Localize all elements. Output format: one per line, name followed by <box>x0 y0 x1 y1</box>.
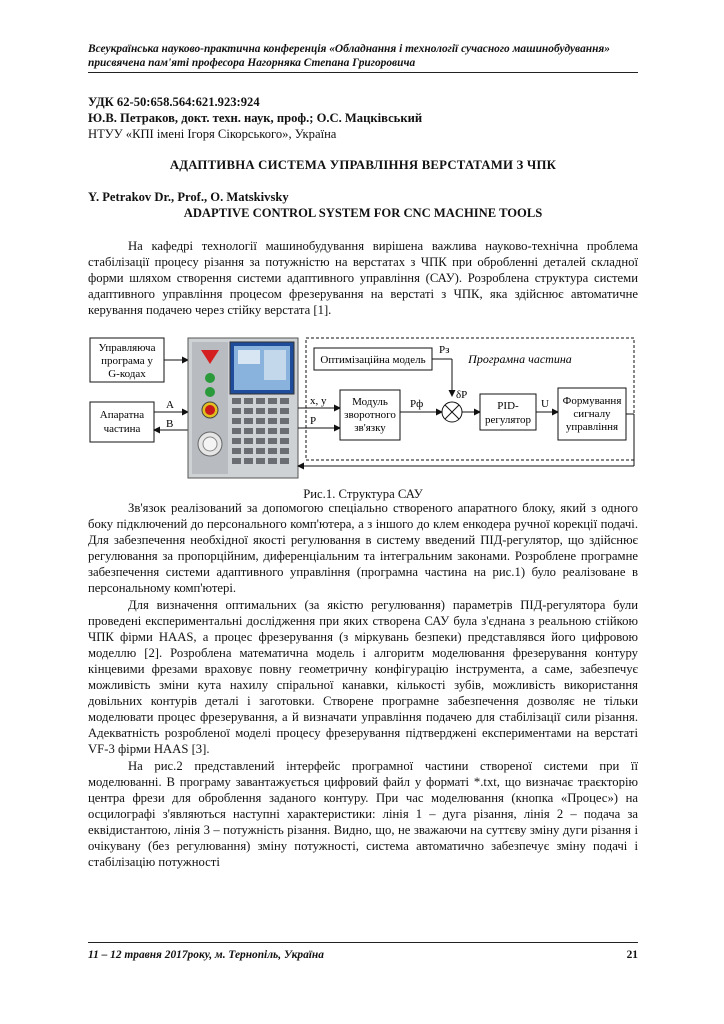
label-p: P <box>310 415 317 427</box>
paragraph-2: Зв'язок реалізований за допомогою спеціально створеного апаратного блоку, який з одного боку підключений до персонального комп'ютера, а з іншого до клем енкодера ручної корекції подачі. Для забезпечення необхідної якості регулювання в систему введений ПІД-регулятор, що здійснює регулювання за пропорційним, диференціальним та інтегральним законами. Розроблене програмне забезпечення системи адаптивного управління (програмна частина на рис.1) було реалізоване в персональному комп'ютері. <box>88 501 638 596</box>
paper-title-en: ADAPTIVE CONTROL SYSTEM FOR CNC MACHINE TOOLS <box>183 206 543 220</box>
footer-date-location: 11 – 12 травня 2017року, м. Тернопіль, Україна <box>88 949 324 961</box>
label-a: A <box>166 399 174 411</box>
footer-rule <box>88 942 638 943</box>
label-dp: δP <box>456 389 468 401</box>
summing-junction <box>442 402 462 422</box>
paragraphs-body <box>88 500 638 870</box>
authors-en: Y. Petrakov Dr., Prof., O. Matskivsky <box>88 190 289 204</box>
box-signal-line-3: управління <box>565 421 619 433</box>
box-optim-label: Оптимізаційна модель <box>320 354 426 366</box>
institution: НТУУ «КПІ імені Ігоря Сікорського», Україна <box>88 127 337 141</box>
paper-title-ua: АДАПТИВНА СИСТЕМА УПРАВЛІННЯ ВЕРСТАТАМИ З ЧПК <box>169 158 557 172</box>
box-program-line-2: програма у <box>101 355 153 367</box>
label-xy: x, y <box>310 395 327 407</box>
header-line-1: Всеукраїнська науково-практична конференція «Обладнання і технології сучасного машинобудування» <box>88 43 610 55</box>
box-control-program <box>90 338 164 382</box>
box-program-line-1: Управляюча <box>98 342 156 354</box>
box-pid-line-1: PID- <box>497 400 519 412</box>
label-u: U <box>541 398 549 410</box>
box-model-line-3: зв'язку <box>354 422 386 434</box>
header-line-2: присвячена пам'яті професора Нагорняка Степана Григоровича <box>88 57 416 69</box>
figure-1-diagram <box>88 334 638 484</box>
box-pid-regulator <box>480 394 536 430</box>
label-pz: Pз <box>439 344 450 356</box>
box-model-line-1: Модуль <box>352 396 388 408</box>
authors-ua: Ю.В. Петраков, докт. техн. наук, проф.; О.С. Мацківський <box>88 111 423 125</box>
page-number: 21 <box>626 949 638 961</box>
box-model-line-2: зворотного <box>344 409 396 421</box>
box-hardware <box>90 402 154 442</box>
udk-code: УДК 62-50:658.564:621.923:924 <box>88 95 260 109</box>
label-b: B <box>166 418 174 430</box>
box-hardware-line-1: Апаратна <box>99 409 145 421</box>
conference-header <box>88 42 648 70</box>
paragraph-intro <box>88 238 638 318</box>
paragraph-1: На кафедрі технології машинобудування вирішена важлива науково-технічна проблема стабілізації процесу різання за потужністю на верстатах з ЧПК при обробленні деталей складної форми шляхом створення системи адаптивного управління (САУ). Розроблена структура системи адаптивного управління процесом фрезерування на верстаті з ЧПК, яка здійснює автоматичне керування подачею через стійку верстата [1]. <box>88 239 638 318</box>
header-rule <box>88 72 638 73</box>
figure-1-caption: Рис.1. Структура САУ <box>303 487 423 501</box>
cnc-controller-image <box>188 338 298 478</box>
box-pid-line-2: регулятор <box>484 414 532 426</box>
box-optimization-model <box>314 348 432 370</box>
paragraph-3: Для визначення оптимальних (за якістю регулювання) параметрів ПІД-регулятора були проведені експериментальні дослідження при яких створена САУ була з'єднана з реальною стійкою ЧПК фірми HAAS, а процес фрезерування (з міркувань безпеки) представлявся його цифровою моделлю [2]. Розроблена математична модель і алгоритм моделювання фрезерування контуру кінцевими фрезами враховує повну геометричну конфігурацію інструмента, а саме, забезпечує можливість зміни кута нахилу спіральної канавки, кількості зубів, можливість використання довільних контурів деталі і заготовки. Створене програмне забезпечення дозволяє не тільки моделювати процес фрезерування, а й визначати управління подачею для стабілізації сили різання. Адекватність розробленої моделі процесу фрезерування підтверджені експериментами на верстаті VF-3 фірми HAAS [3]. <box>88 597 638 757</box>
box-signal-formation <box>558 388 626 440</box>
label-pf: Pф <box>410 398 424 410</box>
box-program-line-3: G-кодах <box>108 368 146 380</box>
label-software-part: Програмна частина <box>468 352 572 366</box>
paragraph-4: На рис.2 представлений інтерфейс програмної частини створеної системи при її моделюванні. В програму завантажується цифровий файл у форматі *.txt, що визначає траєкторію центра фрези для оброблення заданого контуру. При час моделювання (кнопка «Процес») на осцилографі з'являються наступні характеристики: лінія 1 – дуга різання, лінія 2 – подача за еквідистантою, лінія 3 – потужність різання. Видно, що, не зважаючи на суттєву зміну дуги різання і очікувану (без регулювання) зміну потужності, система автоматично забезпечує зміну подачі і стабілізацію потужності <box>88 758 638 870</box>
box-signal-line-2: сигналу <box>573 408 611 420</box>
box-feedback-module <box>340 390 400 440</box>
box-hardware-line-2: частина <box>103 423 141 435</box>
box-signal-line-1: Формування <box>562 395 622 407</box>
